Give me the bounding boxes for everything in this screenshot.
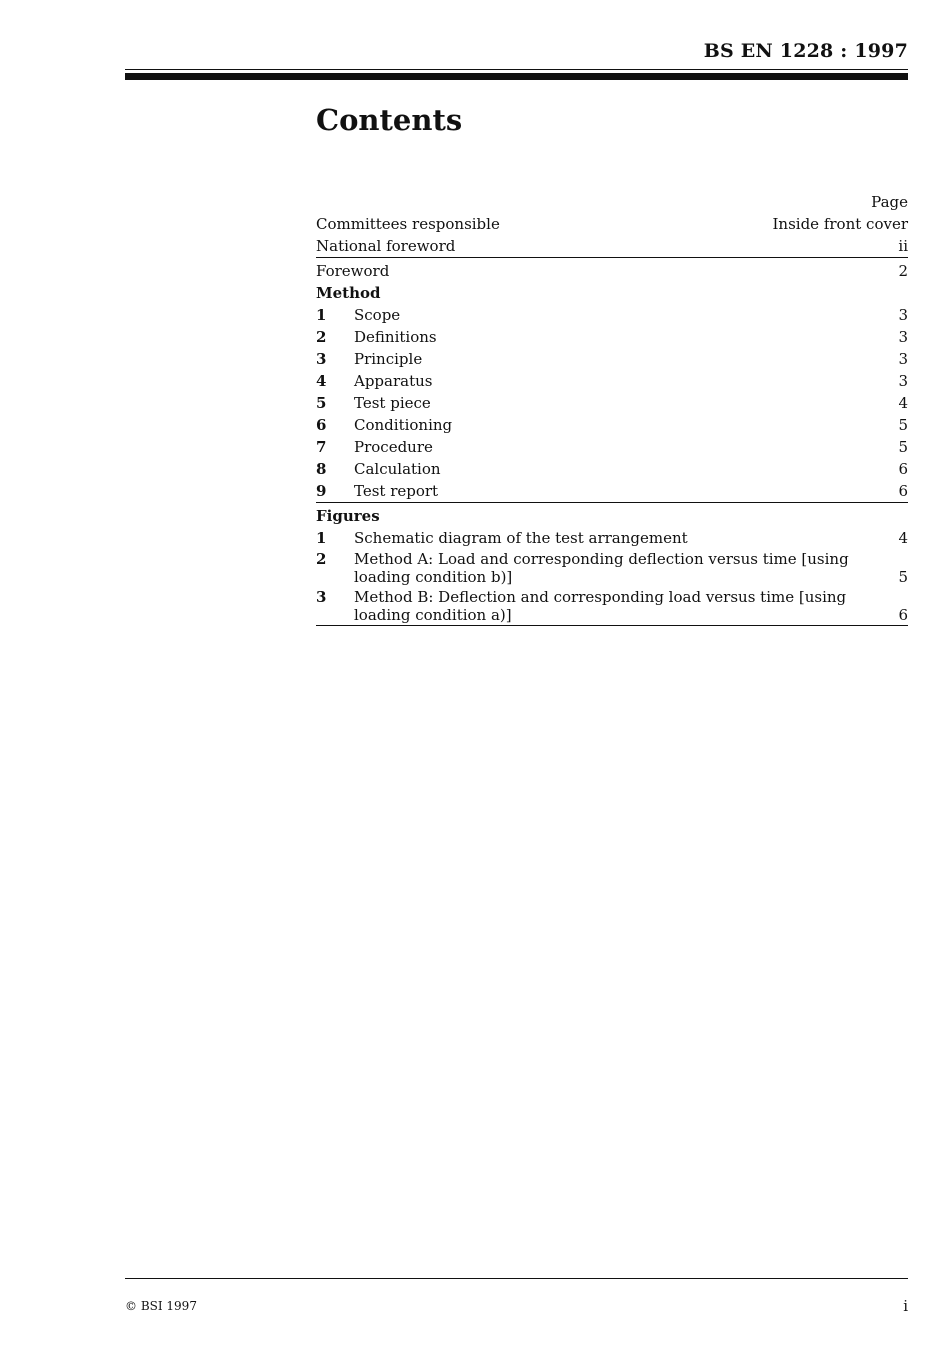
clause-title: Principle (354, 350, 423, 368)
figure-number: 2 (316, 550, 327, 568)
toc-entry-label: Foreword (316, 262, 390, 280)
clause-page: 3 (898, 372, 908, 390)
clause-number: 3 (316, 350, 327, 368)
clause-title: Test report (354, 482, 439, 500)
clause-title: Calculation (354, 460, 441, 478)
clause-number: 4 (316, 372, 327, 390)
clause-number: 5 (316, 394, 327, 412)
toc-entry-page: ii (898, 237, 908, 255)
clause-number: 8 (316, 460, 327, 478)
clause-title: Conditioning (354, 416, 453, 434)
figure-number: 1 (316, 529, 327, 547)
toc-clause-row[interactable] (316, 348, 908, 370)
clause-title: Definitions (354, 328, 437, 346)
clause-number: 6 (316, 416, 327, 434)
document-identifier: BS EN 1228 : 1997 (703, 40, 908, 62)
toc-clause-row[interactable] (316, 370, 908, 392)
toc-entry-label: Committees responsible (316, 215, 500, 233)
clause-number: 2 (316, 328, 327, 346)
clause-page: 5 (898, 416, 908, 434)
figure-page: 5 (898, 568, 908, 586)
copyright-notice: © BSI 1997 (125, 1299, 197, 1313)
toc-clause-row[interactable] (316, 436, 908, 458)
toc-clause-row[interactable] (316, 480, 908, 503)
toc-entry-label: National foreword (316, 237, 456, 255)
toc-entry-page: Inside front cover (772, 215, 908, 233)
page-number: i (903, 1297, 908, 1315)
toc-clause-row[interactable] (316, 326, 908, 348)
clause-title: Procedure (354, 438, 433, 456)
header-rule-thin (125, 69, 908, 70)
page-title: Contents (316, 103, 463, 137)
clause-page: 3 (898, 350, 908, 368)
figure-page: 6 (898, 606, 908, 624)
toc-entry-committees[interactable] (316, 213, 908, 235)
clause-title: Test piece (354, 394, 431, 412)
page-column-label: Page (871, 193, 908, 211)
figure-page: 4 (898, 529, 908, 547)
toc-figure-row[interactable] (316, 587, 908, 626)
clause-page: 3 (898, 328, 908, 346)
clause-number: 7 (316, 438, 327, 456)
clause-number: 1 (316, 306, 327, 324)
header-rule-thick (125, 73, 908, 80)
clause-page: 5 (898, 438, 908, 456)
clause-page: 6 (898, 482, 908, 500)
footer-rule (125, 1278, 908, 1279)
toc-section-heading-method: Method (316, 284, 381, 302)
toc-figure-row[interactable] (316, 527, 908, 549)
clause-page: 3 (898, 306, 908, 324)
clause-page: 4 (898, 394, 908, 412)
toc-entry-national-foreword[interactable] (316, 235, 908, 258)
toc-clause-row[interactable] (316, 392, 908, 414)
toc-entry-page: 2 (898, 262, 908, 280)
toc-entry-foreword[interactable] (316, 260, 908, 282)
toc-figure-row[interactable] (316, 549, 908, 587)
clause-title: Apparatus (354, 372, 433, 390)
figure-title: Schematic diagram of the test arrangement (354, 529, 688, 547)
clause-title: Scope (354, 306, 401, 324)
figure-number: 3 (316, 588, 327, 606)
figure-title: Method B: Deflection and corresponding load versus time [using loading condition a)] (354, 588, 847, 624)
toc-page-column-header (316, 191, 908, 213)
figure-title: Method A: Load and corresponding deflection versus time [using loading condition b)] (354, 550, 849, 586)
toc-clause-row[interactable] (316, 414, 908, 436)
clause-number: 9 (316, 482, 327, 500)
clause-page: 6 (898, 460, 908, 478)
toc-section-heading-figures: Figures (316, 507, 380, 525)
toc-clause-row[interactable] (316, 304, 908, 326)
toc-clause-row[interactable] (316, 458, 908, 480)
table-of-contents (316, 191, 908, 626)
